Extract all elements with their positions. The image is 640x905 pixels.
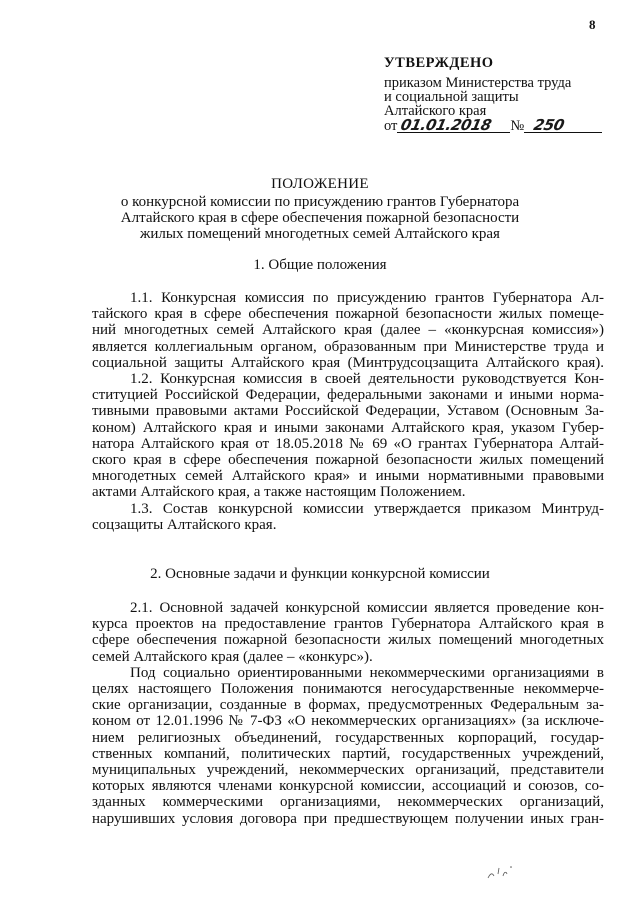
- text-line: 1.1. Конкурсная комиссия по присуждению грантов Губернатора Ал-: [130, 290, 604, 306]
- text-line: зданных коммерческими организациями, некоммерческих организаций,: [92, 794, 604, 811]
- text-line: семей Алтайского края (далее – «конкурс»).: [92, 648, 373, 665]
- paragraph-1-1: [92, 290, 604, 371]
- approval-line: приказом Министерства труда: [384, 75, 572, 91]
- approval-date-line: [384, 118, 602, 134]
- document-title: [0, 176, 640, 242]
- text-line: которых являются членами конкурсной комиссии, ассоциаций и союзов, со-: [92, 778, 604, 795]
- pen-mark: [482, 854, 522, 884]
- title-line: жилых помещений многодетных семей Алтайского края: [140, 226, 500, 242]
- text-line: муниципальных учреждений, некоммерческих организаций, представители: [92, 762, 604, 779]
- number-underline: [524, 118, 602, 133]
- text-line: является коллегиальным органом, образованным при Министерстве труда и: [92, 338, 604, 355]
- text-line: ственных компаний, политических партий, государственных учреждений,: [92, 745, 604, 762]
- text-line: сфере обеспечения пожарной безопасности жилых помещений многодетных: [92, 632, 604, 649]
- paragraph-2-1: [92, 600, 604, 665]
- text-line: ституцией Российской Федерации, федеральными законами и иными норма-: [92, 387, 604, 404]
- paragraph-1-2: [92, 371, 604, 501]
- text-line: нарушивших условия договора при предшествующем получении иных гран-: [92, 810, 604, 827]
- handwritten-number: 250: [532, 116, 566, 134]
- text-line: коном от 12.01.1996 № 7-ФЗ «О некоммерческих организациях» (за исключе-: [92, 713, 604, 730]
- text-line: ские организации, созданные в формах, предусмотренных Федеральным за-: [92, 697, 604, 714]
- approval-line: и социальной защиты: [384, 89, 519, 105]
- section-heading-tasks: 2. Основные задачи и функции конкурсной комиссии: [150, 566, 490, 582]
- text-line: Под социально ориентированными некоммерческими организациями в: [130, 664, 604, 681]
- date-prefix: от: [384, 118, 398, 134]
- text-line: 2.1. Основной задачей конкурсной комиссии является проведение кон-: [130, 600, 604, 616]
- section-1-body: [92, 290, 604, 533]
- text-line: нием религиозных объединений, государственных корпораций, государ-: [92, 729, 604, 746]
- approval-stamp-block: [384, 56, 602, 134]
- text-line: тивными правовыми актами Российской Федерации, Уставом (Основным За-: [92, 403, 604, 420]
- title-line: о конкурсной комиссии по присуждению грантов Губернатора: [120, 194, 520, 210]
- text-line: социальной защиты Алтайского края (Минтрудсоцзащита Алтайского края).: [92, 354, 604, 371]
- text-line: тайского края в сфере обеспечения пожарной безопасности жилых помеще-: [92, 306, 604, 323]
- title-word: ПОЛОЖЕНИЕ: [271, 176, 369, 192]
- text-line: курса проектов на предоставление грантов Губернатора Алтайского края в: [92, 616, 604, 633]
- text-line: 1.2. Конкурсная комиссия в своей деятельности руководствуется Кон-: [130, 371, 604, 388]
- text-line: 1.3. Состав конкурсной комиссии утверждается приказом Минтруд-: [130, 500, 604, 517]
- text-line: натора Алтайского края от 18.05.2018 № 69 «О грантах Губернатора Алтай-: [92, 435, 604, 452]
- text-line: ского края в сфере обеспечения пожарной безопасности жилых помещений: [92, 452, 604, 469]
- date-underline: [397, 118, 510, 133]
- approval-heading: УТВЕРЖДЕНО: [384, 55, 494, 71]
- text-line: актами Алтайского края, а также настоящим Положением.: [92, 484, 466, 501]
- text-line: соцзащиты Алтайского края.: [92, 516, 277, 533]
- section-heading-general: 1. Общие положения: [253, 257, 387, 273]
- approval-line: Алтайского края: [384, 103, 487, 119]
- text-line: ний многодетных семей Алтайского края (далее – «конкурсная комиссия»): [92, 322, 604, 339]
- text-line: многодетных семей Алтайского края» и иными нормативными правовыми: [92, 468, 604, 485]
- number-prefix: №: [510, 118, 525, 134]
- text-line: коном) Алтайского края и иными законами Алтайского края, указом Губер-: [92, 419, 604, 436]
- paragraph-1-3: [92, 501, 604, 533]
- paragraph-2-definition: [92, 665, 604, 827]
- handwritten-date: 01.01.2018: [399, 116, 494, 134]
- section-2-body: [92, 600, 604, 827]
- title-line: Алтайского края в сфере обеспечения пожарной безопасности: [120, 210, 520, 226]
- page-number: 8: [589, 17, 596, 32]
- text-line: целях настоящего Положения понимаются негосударственные некоммерче-: [92, 681, 604, 698]
